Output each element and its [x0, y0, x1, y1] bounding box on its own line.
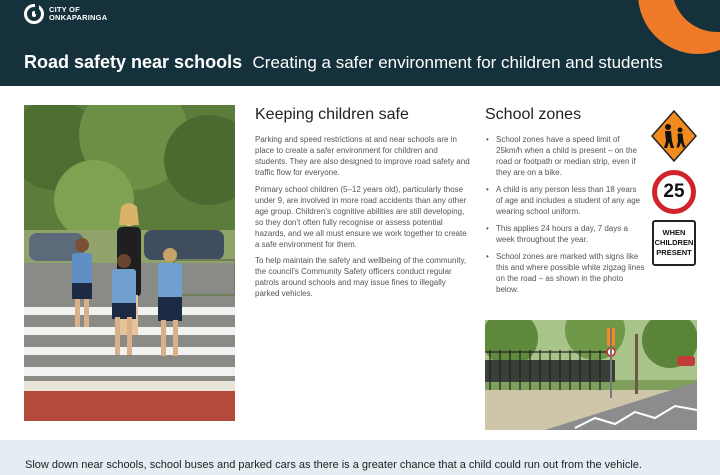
school-zone-road-photo	[485, 320, 697, 430]
paragraph-community-safety: To help maintain the safety and wellbeing of the community, the council’s Community Safety officers conduct regular patrols around schools and may issue fines to illegally parked vehicles.	[255, 256, 467, 298]
section-heading-keeping-safe: Keeping children safe	[255, 106, 409, 123]
speed-limit-sign: 25	[652, 170, 696, 214]
logo-line-2: ONKAPARINGA	[49, 13, 108, 22]
paragraph-restrictions: Parking and speed restrictions at and near schools are in place to create a safer environment for children and students. They are also designed to improve road safety and traffic flow for everyone.	[255, 135, 470, 177]
bullet-applies-always: • This applies 24 hours a day, 7 days a week throughout the year.	[485, 223, 645, 245]
bullet-signs-marked: • School zones are marked with signs like this and where possible white zigzag lines on the road – as shown in the photo below.	[485, 251, 645, 295]
school-children-sign-icon	[651, 110, 697, 162]
school-zone-road-illustration	[485, 320, 697, 430]
school-zones-section	[485, 106, 645, 301]
when-children-present-sign	[652, 220, 696, 266]
children-crossing-illustration	[24, 105, 235, 421]
footer-banner	[0, 440, 720, 475]
section-heading-school-zones: School zones	[485, 106, 582, 123]
page-title: Road safety near schools	[24, 52, 243, 72]
paragraph-primary-children: Primary school children (5–12 years old), particularly those under 9, are involved in more road accidents than any other age group. Children’s cognitive abilities are still developing, so they don’t often fully recognise or assess potential hazards, and we all must ensure we work together to create a safe environment for them.	[255, 184, 467, 249]
council-logo-text	[49, 6, 107, 22]
page-title-row	[24, 52, 663, 73]
page-subtitle: Creating a safer environment for children and students	[252, 53, 663, 72]
council-logo-icon	[24, 4, 44, 24]
bullet-speed-limit: • School zones have a speed limit of 25km/h when a child is present – on the road or footpath or median strip, even if they are on a bike.	[485, 134, 645, 178]
bullet-child-definition: • A child is any person less than 18 years of age and includes a student of any age wearing school uniform.	[485, 184, 645, 217]
sign-line-present: PRESENT	[656, 248, 692, 257]
header-banner	[0, 0, 720, 86]
sign-line-when: WHEN	[662, 228, 686, 237]
logo-line-1: CITY OF	[49, 5, 80, 14]
school-zone-signs	[650, 110, 698, 266]
children-crossing-photo	[24, 105, 235, 421]
council-logo[interactable]	[24, 4, 107, 24]
footer-safety-message: Slow down near schools, school buses and parked cars as there is a greater chance that a child could run out from the vehicle.	[25, 459, 642, 471]
keeping-children-safe-section	[255, 106, 470, 305]
sign-line-children: CHILDREN	[654, 238, 694, 247]
school-zone-bullets	[485, 134, 645, 295]
